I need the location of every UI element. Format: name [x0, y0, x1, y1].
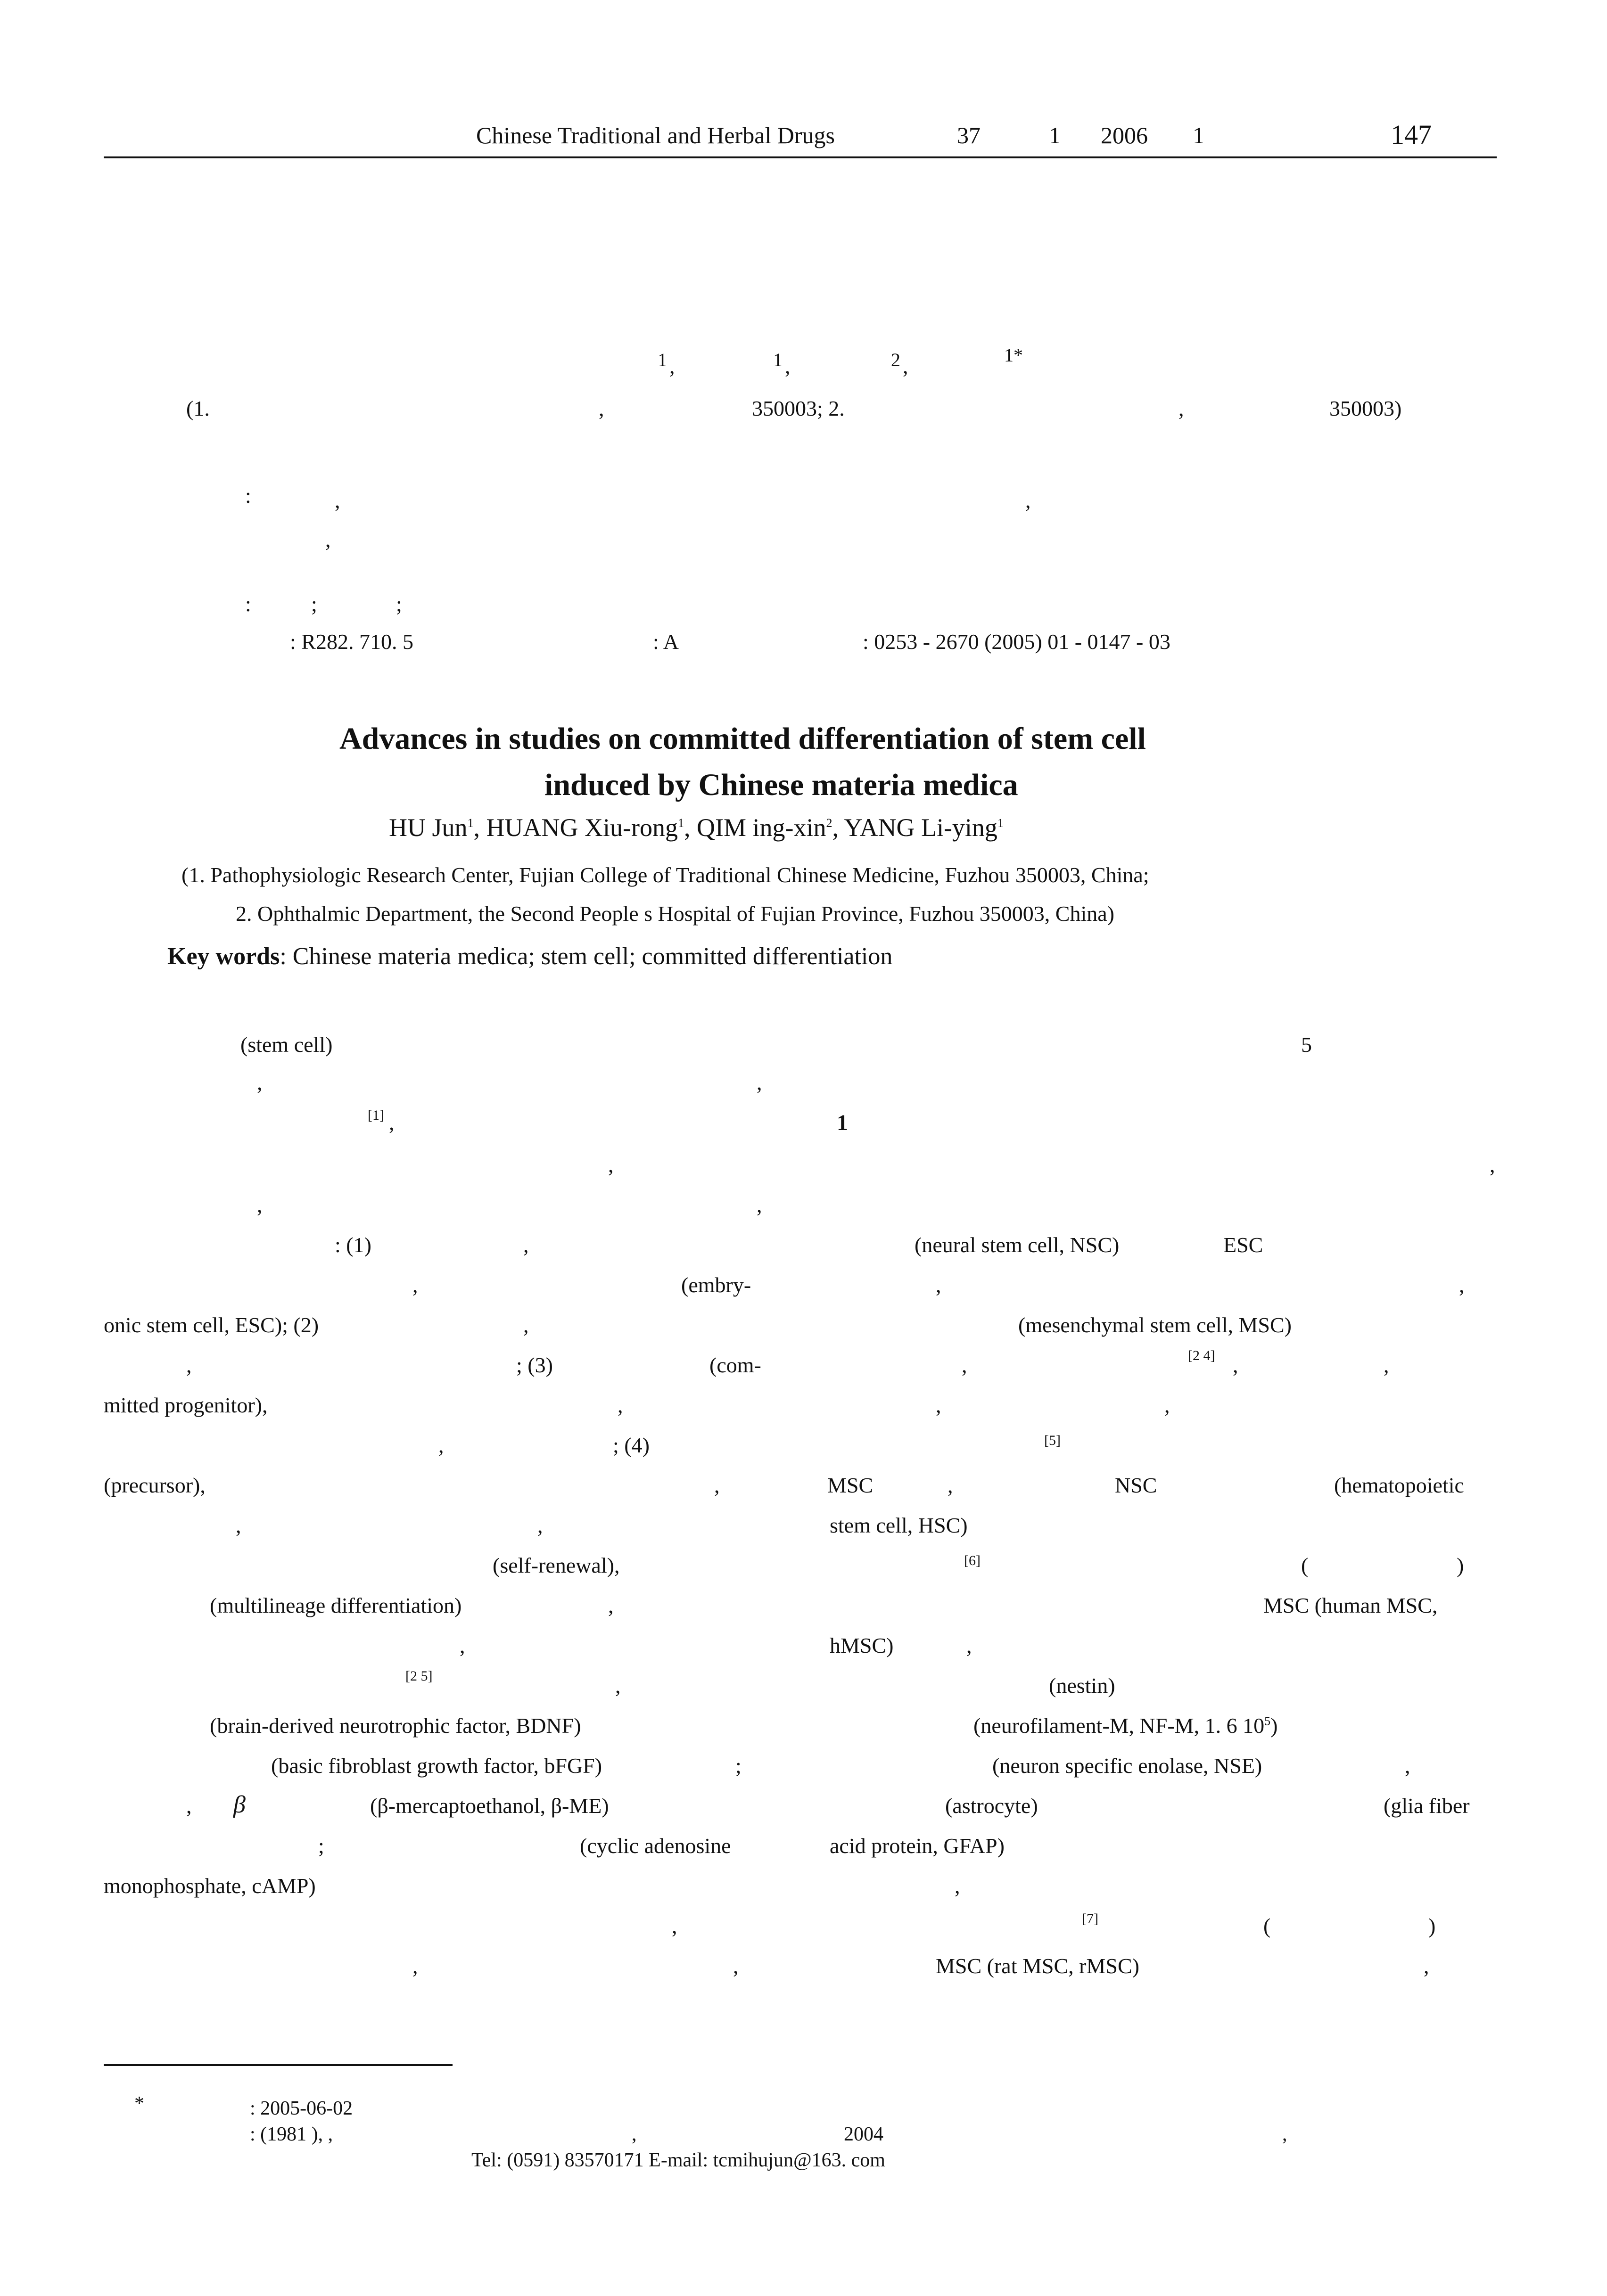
abstract-colon: :: [245, 484, 251, 508]
issue: 1: [1049, 122, 1061, 148]
author-en-2: HUANG Xiu-rong: [486, 813, 678, 842]
clc-number: : R282. 710. 5: [290, 630, 413, 654]
right-comma-11b: ,: [1164, 1393, 1170, 1417]
right-line-13b: NSC: [1115, 1473, 1157, 1497]
keywords-cn-colon: :: [245, 592, 251, 616]
left-ref-03: [1]: [368, 1107, 384, 1123]
right-comma-17: ,: [966, 1633, 972, 1657]
right-line-14a: stem cell, HSC): [830, 1513, 968, 1537]
left-comma-02b: ,: [757, 1070, 762, 1094]
right-ref-24: [7]: [1082, 1911, 1098, 1927]
right-line-09a: (mesenchymal stem cell, MSC): [1018, 1313, 1292, 1337]
right-ref-15: [6]: [964, 1553, 981, 1568]
right-comma-10c: ,: [1384, 1353, 1389, 1377]
section-heading-1: 1: [837, 1110, 848, 1135]
right-line-16a: MSC (human MSC,: [1263, 1593, 1438, 1617]
right-line-13c: (hematopoietic: [1334, 1473, 1464, 1497]
right-comma-11a: ,: [936, 1393, 941, 1417]
right-line-25a: MSC (rat MSC, rMSC): [936, 1954, 1139, 1978]
author-mark-4: 1*: [1004, 344, 1023, 366]
author-en-1: HU Jun: [389, 813, 468, 842]
left-ref-18: [2 5]: [405, 1668, 433, 1684]
author-comma-1: ,: [669, 354, 675, 378]
right-line-13a: MSC: [827, 1473, 874, 1497]
right-line-07b: ESC: [1223, 1233, 1263, 1257]
left-comma-09: ,: [523, 1313, 529, 1337]
author-mark-3: 2: [891, 349, 900, 370]
right-line-15a: (: [1301, 1553, 1309, 1577]
left-line-09a: onic stem cell, ESC); (2): [104, 1313, 319, 1337]
left-comma-08: ,: [412, 1273, 418, 1297]
footnote-rule: [104, 2064, 453, 2066]
right-line-07a: (neural stem cell, NSC): [915, 1233, 1120, 1257]
left-comma-03: ,: [389, 1110, 395, 1134]
footnote-star: *: [134, 2093, 144, 2115]
right-line-19: (neurofilament-M, NF-M, 1. 6 $10^5$): [973, 1714, 1278, 1738]
footnote-bio-comma: ,: [632, 2124, 637, 2145]
left-comma-14b: ,: [537, 1513, 543, 1537]
running-header: [476, 122, 835, 149]
left-line-15a: (self-renewal),: [493, 1553, 620, 1577]
footnote-contact: Tel: (0591) 83570171 E-mail: tcmihujun@163. com: [471, 2149, 885, 2171]
left-line-01: (stem cell): [240, 1033, 333, 1057]
left-comma-16: ,: [608, 1593, 614, 1617]
right-comma-13: ,: [948, 1473, 953, 1497]
right-line-24b: ): [1428, 1914, 1436, 1938]
left-line-10c: (com-: [709, 1353, 761, 1377]
affiliation-en-line-1: (1. Pathophysiologic Research Center, Fujian College of Traditional Chinese Medicine, Fuzhou 350003, China;: [181, 863, 1149, 887]
left-comma-07: ,: [523, 1233, 529, 1257]
keywords-text: : Chinese materia medica; stem cell; committed differentiation: [280, 943, 893, 970]
abstract-comma-2: ,: [1025, 488, 1031, 512]
right-ref-10: [2 4]: [1188, 1348, 1215, 1363]
left-comma-05a: ,: [257, 1193, 263, 1217]
affiliation-cn-open: (1.: [186, 396, 210, 420]
right-comma-23: ,: [955, 1874, 960, 1898]
author-en-3: QIM ing-xin: [696, 813, 826, 842]
affiliation-cn-comma-2: ,: [1178, 396, 1184, 420]
header-rule: [104, 156, 1497, 158]
authors-en: HU Jun$^1$, HUANG Xiu-rong$^1$, QIM ing-xin$^2$, YANG Li-ying$^1$: [389, 813, 1004, 842]
left-comma-25a: ,: [412, 1954, 418, 1978]
keywords-cn-semi-2: ;: [396, 592, 402, 616]
keywords-en: [167, 943, 892, 970]
right-ref-12: [5]: [1044, 1433, 1061, 1448]
keywords-cn-semi-1: ;: [311, 592, 317, 616]
left-line-12b: ; (4): [613, 1433, 650, 1457]
affiliation-cn-zip-2: 350003): [1329, 396, 1402, 420]
right-line-24a: (: [1263, 1914, 1271, 1938]
author-comma-3: ,: [903, 354, 908, 378]
left-comma-21: ,: [186, 1794, 192, 1818]
left-semi-22: ;: [318, 1834, 324, 1858]
right-comma-25: ,: [1424, 1954, 1429, 1978]
right-comma-10b: ,: [1233, 1353, 1238, 1377]
title-en-line-2: induced by Chinese materia medica: [544, 768, 1018, 802]
right-comma-08b: ,: [1459, 1273, 1465, 1297]
left-line-11a: mitted progenitor),: [104, 1393, 268, 1417]
left-comma-12: ,: [438, 1433, 444, 1457]
affiliation-en-line-2: 2. Ophthalmic Department, the Second People s Hospital of Fujian Province, Fuzhou 350003, China): [236, 902, 1114, 926]
right-comma-10a: ,: [962, 1353, 967, 1377]
volume: 37: [957, 122, 981, 148]
left-line-13a: (precursor),: [104, 1473, 206, 1497]
left-line-07a: : (1): [335, 1233, 371, 1257]
title-en-line-1: Advances in studies on committed differentiation of stem cell: [339, 722, 1146, 756]
left-comma-17: ,: [460, 1633, 465, 1657]
right-line-18a: (nestin): [1049, 1673, 1115, 1697]
left-line-16a: (multilineage differentiation): [210, 1593, 462, 1617]
left-comma-25b: ,: [733, 1954, 739, 1978]
right-line-20a: (neuron specific enolase, NSE): [992, 1754, 1262, 1778]
footnote-received: : 2005-06-02: [250, 2098, 353, 2119]
left-line-10b: ; (3): [516, 1353, 553, 1377]
left-line-22b: (cyclic adenosine: [580, 1834, 731, 1858]
left-line-21b: (β-mercaptoethanol, β-ME): [370, 1794, 609, 1818]
left-comma-10: ,: [186, 1353, 192, 1377]
left-line-20a: (basic fibroblast growth factor, bFGF): [271, 1754, 602, 1778]
right-comma-08a: ,: [936, 1273, 941, 1297]
left-line-08b: (embry-: [681, 1273, 751, 1297]
document-code: : A: [653, 630, 679, 654]
footnote-bio-comma-2: ,: [1282, 2124, 1287, 2145]
right-line-22a: acid protein, GFAP): [830, 1834, 1005, 1858]
right-line-17a: hMSC): [830, 1633, 894, 1657]
affiliation-cn-comma-1: ,: [599, 396, 604, 420]
left-comma-04: ,: [608, 1153, 614, 1177]
footnote-bio: : (1981 ), ,: [250, 2124, 333, 2145]
left-comma-18: ,: [615, 1673, 621, 1697]
page-number: 147: [1391, 119, 1432, 150]
left-comma-24: ,: [672, 1914, 677, 1938]
footnote-bio-year: 2004: [844, 2124, 883, 2145]
author-mark-2: 1: [773, 349, 783, 370]
left-comma-02a: ,: [257, 1070, 263, 1094]
abstract-comma-3: ,: [325, 527, 331, 551]
month: 1: [1193, 122, 1204, 148]
author-comma-2: ,: [785, 354, 791, 378]
right-comma-04: ,: [1490, 1153, 1495, 1177]
left-comma-13: ,: [714, 1473, 720, 1497]
author-en-4: YANG Li-ying: [844, 813, 997, 842]
author-mark-1: 1: [658, 349, 667, 370]
left-line-23a: monophosphate, cAMP): [104, 1874, 316, 1898]
article-id: : 0253 - 2670 (2005) 01 - 0147 - 03: [863, 630, 1170, 654]
left-comma-05b: ,: [757, 1193, 762, 1217]
right-line-21a: (astrocyte): [945, 1794, 1038, 1818]
right-line-01: 5: [1301, 1033, 1312, 1057]
right-line-15b: ): [1457, 1553, 1464, 1577]
year: 2006: [1101, 122, 1148, 148]
left-comma-11: ,: [618, 1393, 623, 1417]
left-line-20b: ;: [735, 1754, 742, 1778]
affiliation-cn-zip-1: 350003; 2.: [752, 396, 845, 420]
journal-name: Chinese Traditional and Herbal Drugs: [476, 122, 835, 148]
left-line-19a: (brain-derived neurotrophic factor, BDNF): [210, 1714, 581, 1738]
right-comma-20: ,: [1405, 1754, 1410, 1778]
abstract-comma-1: ,: [335, 488, 340, 512]
keywords-label: Key words: [167, 943, 280, 970]
right-line-21b: (glia fiber: [1384, 1794, 1470, 1818]
left-line-21a: β: [233, 1791, 246, 1818]
left-comma-14a: ,: [236, 1513, 241, 1537]
